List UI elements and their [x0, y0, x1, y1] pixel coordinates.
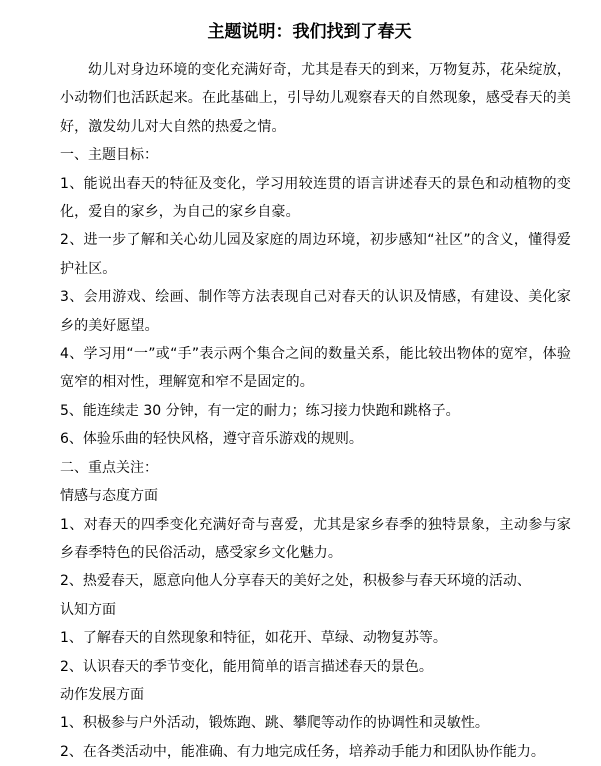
motor-item-1: 1、积极参与户外活动，锻炼跑、跳、攀爬等动作的协调性和灵敏性。 — [60, 715, 489, 732]
goal-item-4: 4、学习用“一”或“手”表示两个集合之间的数量关系，能比较出物体的宽窄，体验宽窄的相对性，理解宽和窄不是固定的。 — [60, 346, 571, 391]
focus-heading: 二、重点关注： — [60, 459, 158, 476]
intro-paragraph: 幼儿对身边环境的变化充满好奇，尤其是春天的到来，万物复苏，花朵绽放，小动物们也活跃起来。在此基础上，引导幼儿观察春天的自然现象，感受春天的美好，激发幼儿对大自然的热爱之情。 — [60, 62, 571, 135]
goal-item-5: 5、能连续走 30 分钟，有一定的耐力；练习接力快跑和跳格子。 — [60, 402, 460, 419]
goal-item-6: 6、体验乐曲的轻快风格，遵守音乐游戏的规则。 — [60, 431, 363, 448]
emotion-item-1: 1、对春天的四季变化充满好奇与喜爱，尤其是家乡春季的独特景象，主动参与家乡春季特色的民俗活动，感受家乡文化魅力。 — [60, 516, 571, 561]
motor-item-2: 2、在各类活动中，能准确、有力地完成任务，培养动手能力和团队协作能力。 — [60, 743, 545, 760]
goal-item-2: 2、进一步了解和关心幼儿园及家庭的周边环境，初步感知“社区”的含义，懂得爱护社区。 — [60, 232, 571, 277]
goal-item-1: 1、能说出春天的特征及变化，学习用较连贯的语言讲述春天的景色和动植物的变化，爱自的家乡，为自己的家乡自豪。 — [60, 175, 571, 221]
cognition-item-2: 2、认识春天的季节变化，能用简单的语言描述春天的景色。 — [60, 658, 433, 675]
page-title: 主题说明：我们找到了春天 — [207, 22, 412, 42]
goal-item-3: 3、会用游戏、绘画、制作等方法表现自己对春天的认识及情感，有建设、美化家乡的美好愿望。 — [60, 289, 571, 334]
cognition-heading: 认知方面 — [60, 601, 116, 618]
cognition-item-1: 1、了解春天的自然现象和特征，如花开、草绿、动物复苏等。 — [60, 630, 447, 647]
emotion-heading: 情感与态度方面 — [60, 488, 158, 505]
motor-heading: 动作发展方面 — [60, 686, 144, 703]
emotion-item-2: 2、热爱春天，愿意向他人分享春天的美好之处，积极参与春天环境的活动、 — [60, 573, 531, 590]
goals-heading: 一、主题目标： — [60, 147, 158, 164]
